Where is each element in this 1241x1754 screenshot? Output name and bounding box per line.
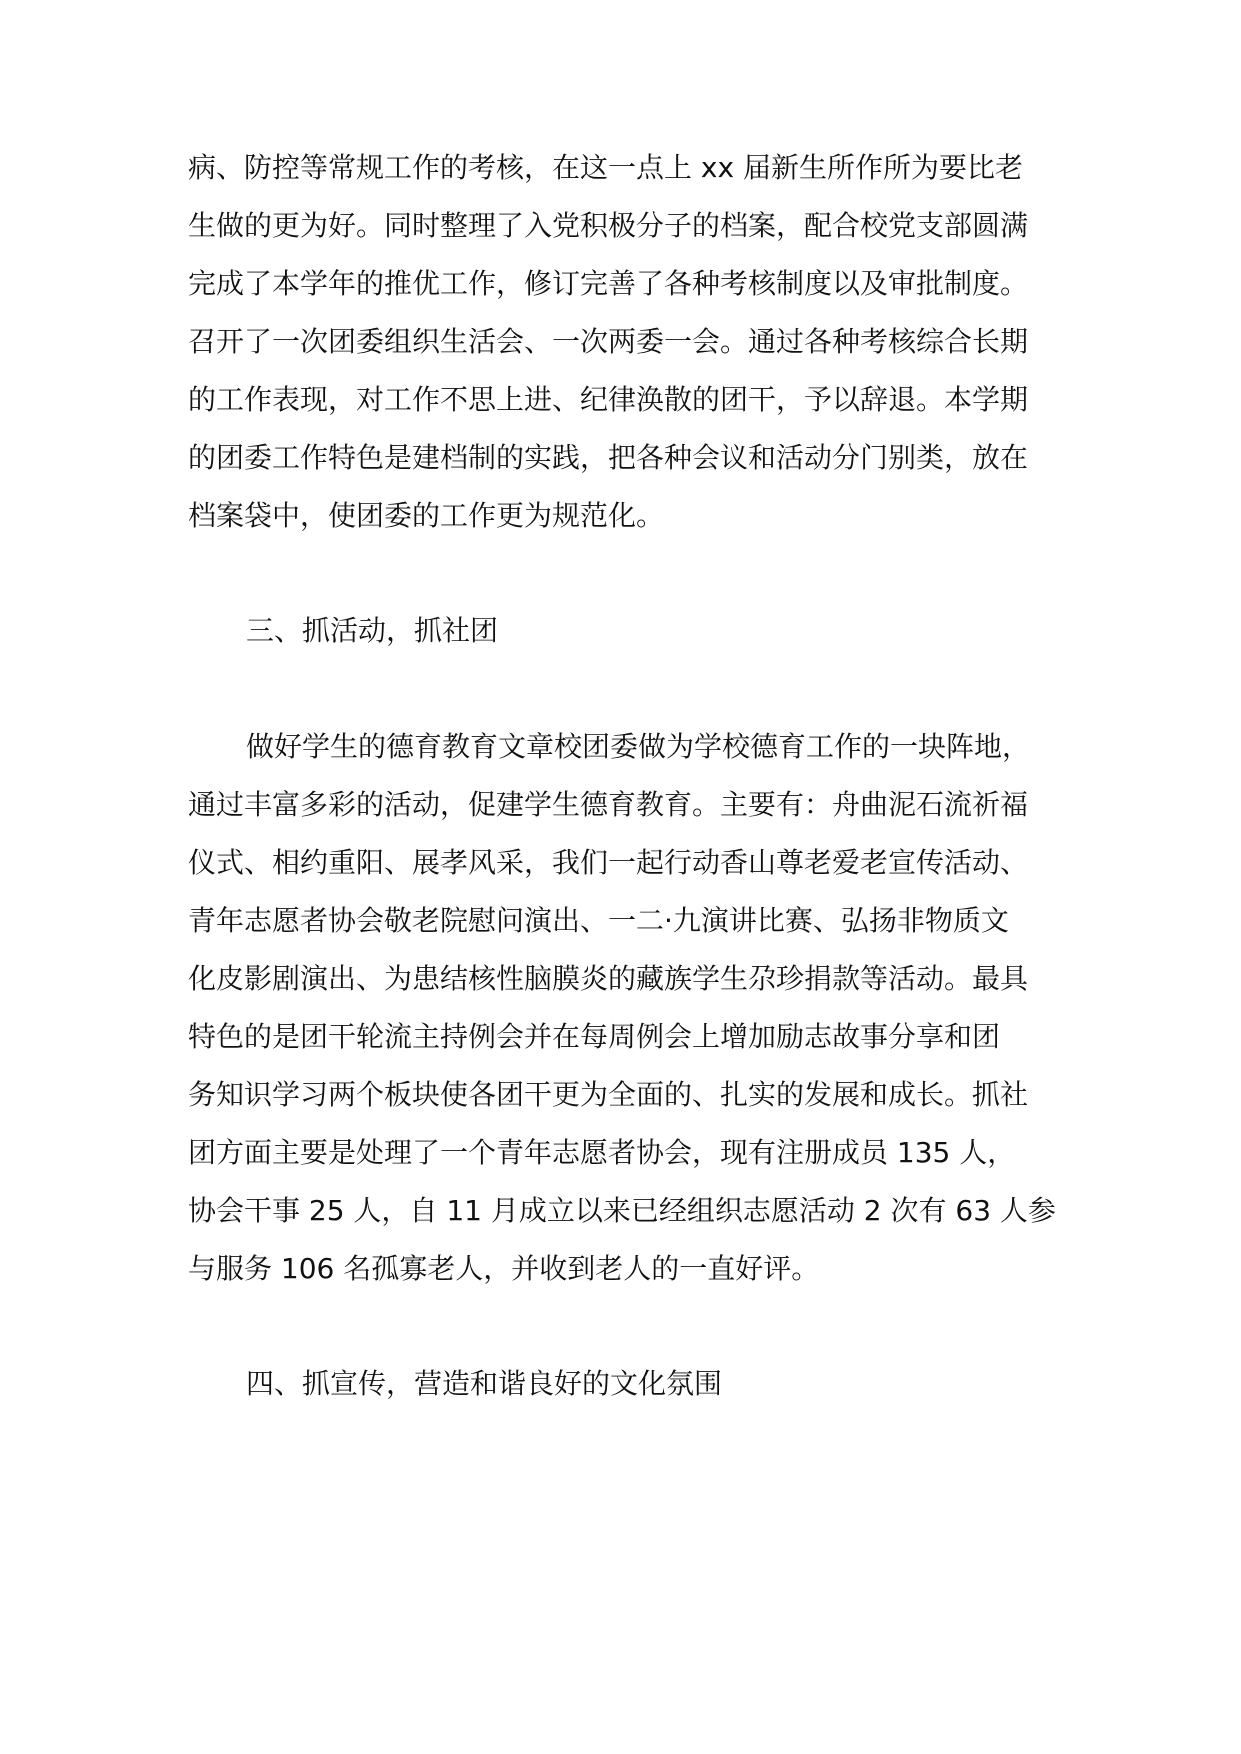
paragraph-line: 青年志愿者协会敬老院慰问演出、一二·九演讲比赛、弘扬非物质文 xyxy=(188,904,1009,937)
paragraph-line: 的工作表现，对工作不思上进、纪律涣散的团干，予以辞退。本学期 xyxy=(188,383,1029,416)
section-heading: 三、抓活动，抓社团 xyxy=(246,614,499,647)
paragraph-line: 务知识学习两个板块使各团干更为全面的、扎实的发展和成长。抓社 xyxy=(188,1078,1029,1111)
paragraph-line: 与服务 106 名孤寡老人，并收到老人的一直好评。 xyxy=(188,1252,820,1285)
paragraph-line: 召开了一次团委组织生活会、一次两委一会。通过各种考核综合长期 xyxy=(188,325,1029,358)
paragraph-line: 病、防控等常规工作的考核，在这一点上 xx 届新生所作所为要比老 xyxy=(188,151,1023,184)
paragraph-line: 档案袋中，使团委的工作更为规范化。 xyxy=(188,499,665,532)
paragraph-line: 仪式、相约重阳、展孝风采，我们一起行动香山尊老爱老宣传活动、 xyxy=(188,846,1029,879)
paragraph-line: 团方面主要是处理了一个青年志愿者协会，现有注册成员 135 人， xyxy=(188,1136,1016,1169)
paragraph-line: 的团委工作特色是建档制的实践，把各种会议和活动分门别类，放在 xyxy=(188,441,1029,474)
paragraph-line: 特色的是团干轮流主持例会并在每周例会上增加励志故事分享和团 xyxy=(188,1020,1001,1053)
paragraph-line: 化皮影剧演出、为患结核性脑膜炎的藏族学生尕珍捐款等活动。最具 xyxy=(188,962,1029,995)
section-heading: 四、抓宣传，营造和谐良好的文化氛围 xyxy=(246,1367,723,1400)
paragraph-line: 协会干事 25 人，自 11 月成立以来已经组织志愿活动 2 次有 63 人参 xyxy=(188,1194,1056,1227)
paragraph-line: 生做的更为好。同时整理了入党积极分子的档案，配合校党支部圆满 xyxy=(188,209,1029,242)
paragraph-line: 通过丰富多彩的活动，促建学生德育教育。主要有：舟曲泥石流祈福 xyxy=(188,788,1029,821)
paragraph-line: 做好学生的德育教育文章校团委做为学校德育工作的一块阵地， xyxy=(246,730,1031,763)
paragraph-line: 完成了本学年的推优工作，修订完善了各种考核制度以及审批制度。 xyxy=(188,267,1029,300)
